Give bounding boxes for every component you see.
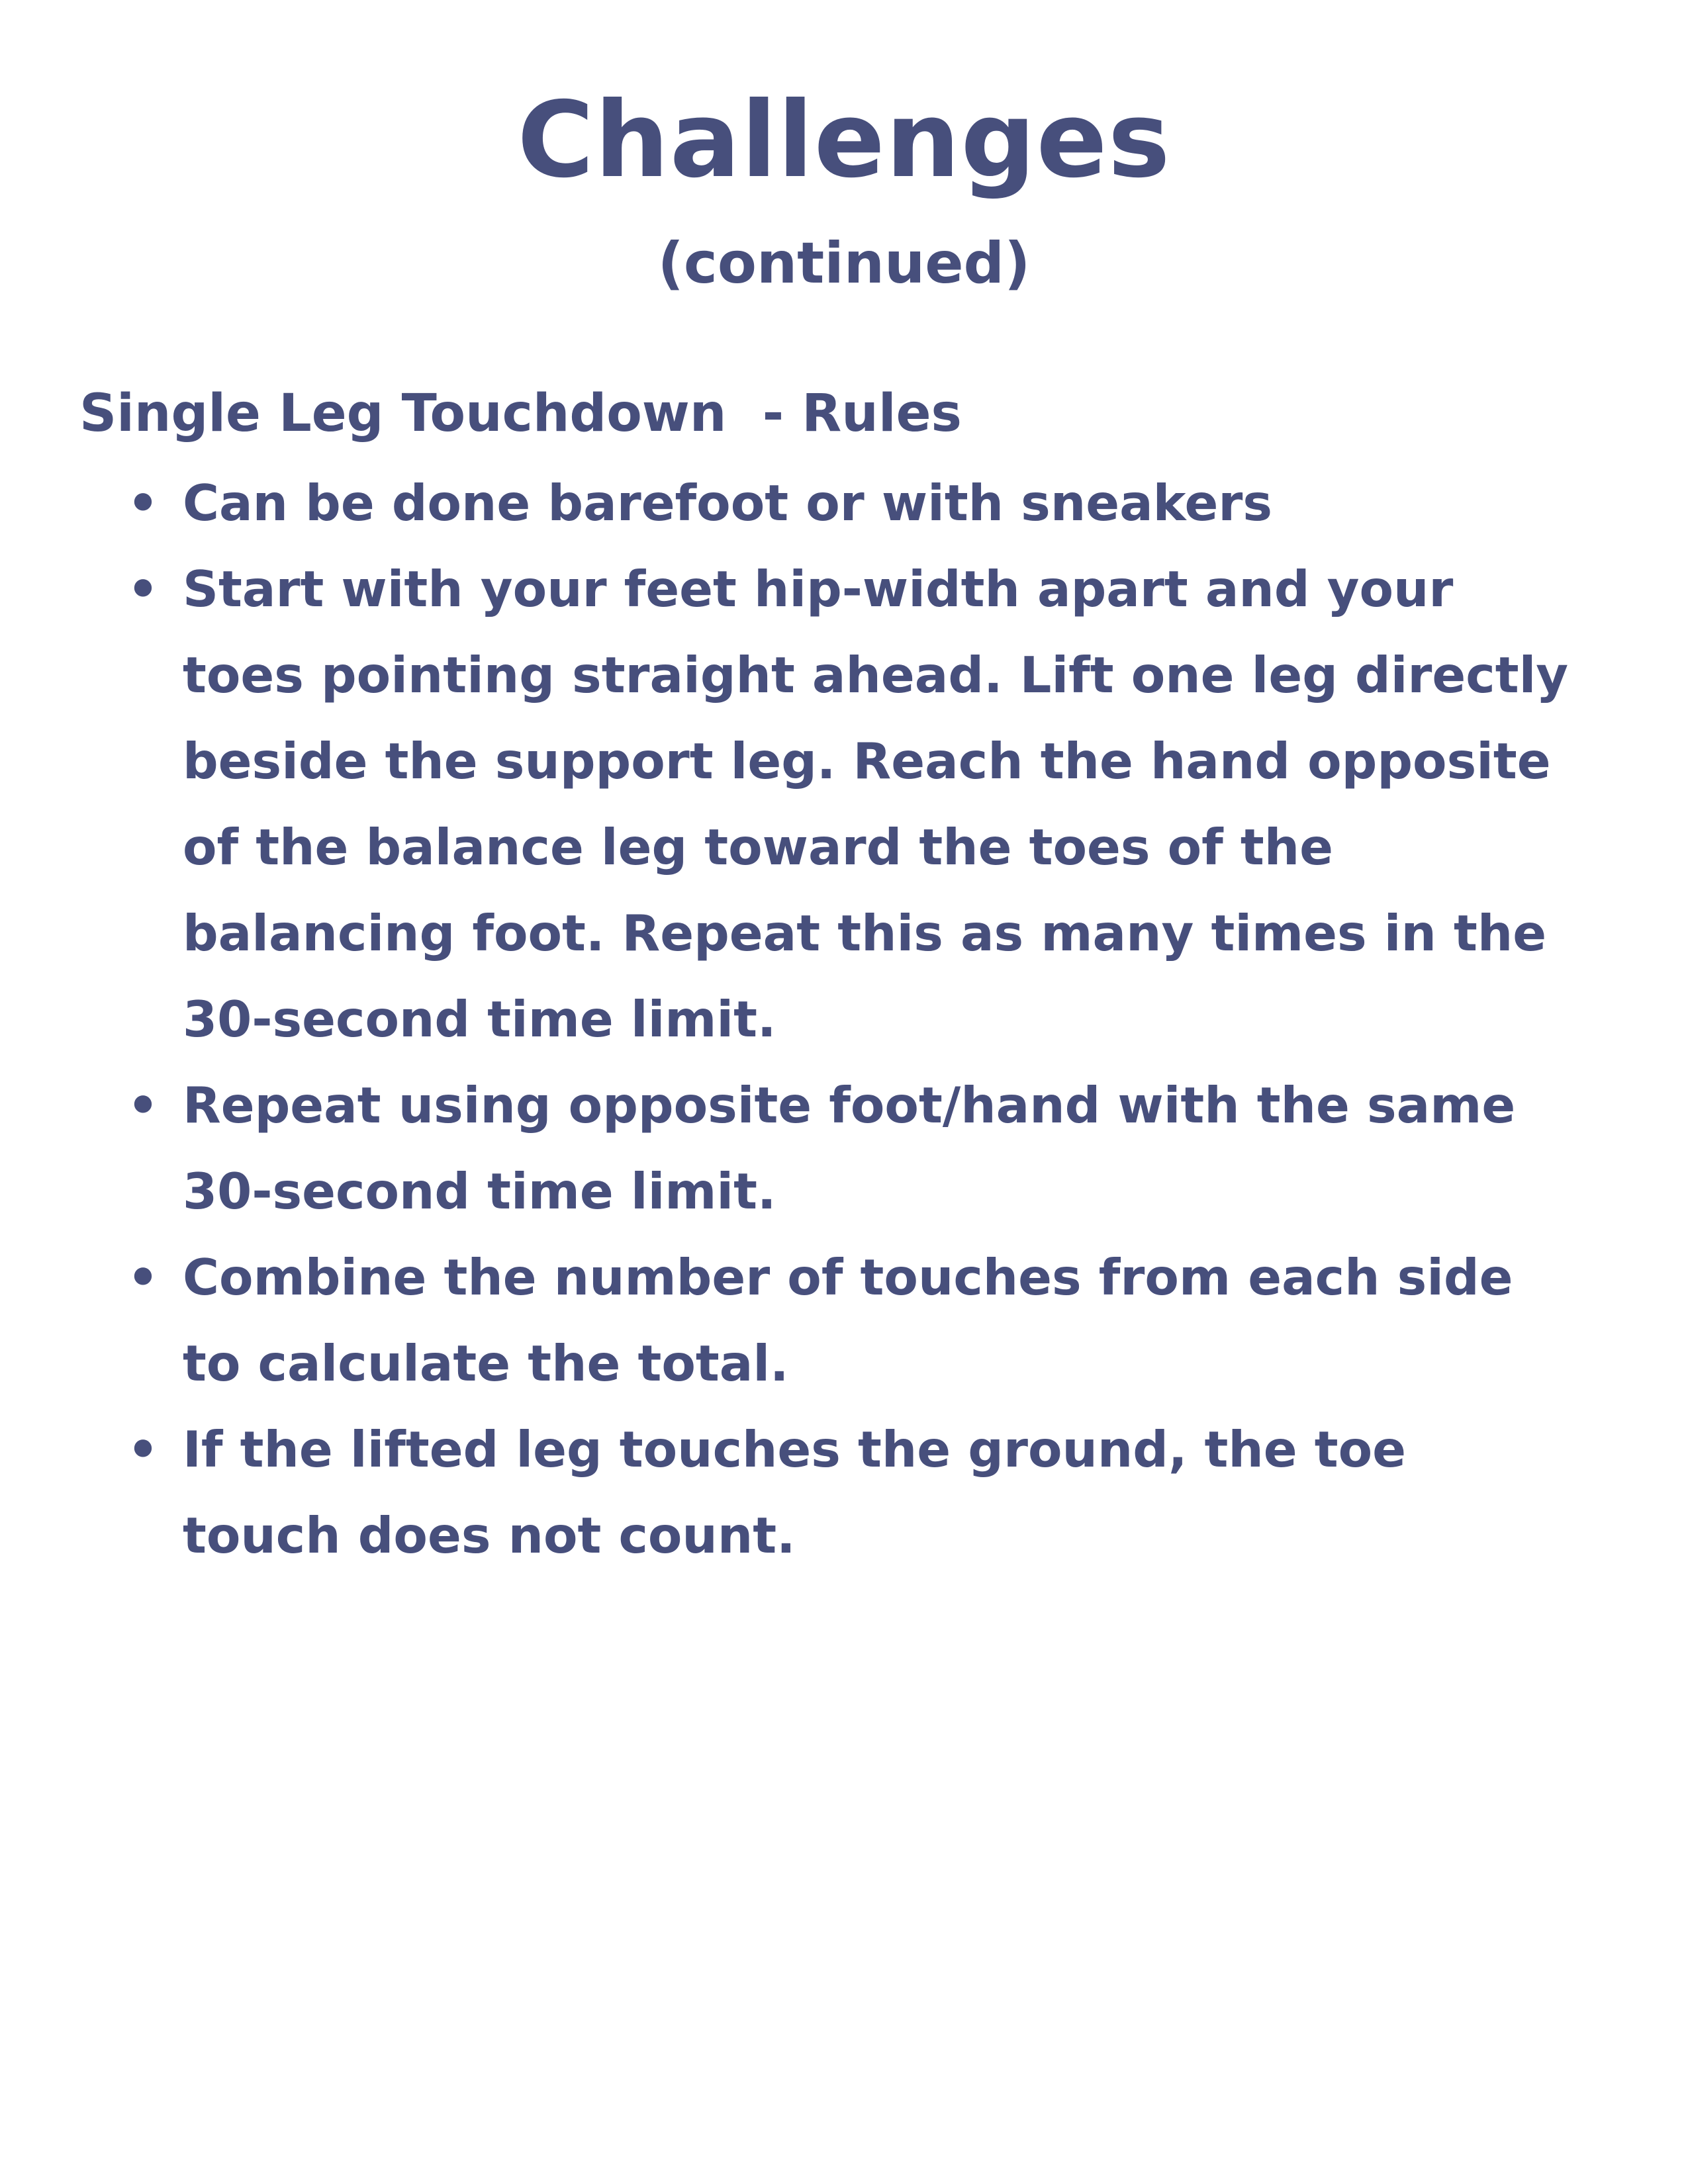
list-item [119,546,1575,1062]
page-subtitle: (continued) [657,230,1031,296]
rule-text: Combine the number of touches from each side to calculate the total. [183,1248,1513,1392]
list-item [119,1406,1575,1578]
rule-text: Start with your feet hip-width apart and your toes pointing straight ahead. Lift one leg directly beside the support leg. Reach the hand opposite of the balance leg toward the toes of the balancing foot. Repeat this as many times in the 30-second time limit. [183,560,1569,1048]
rule-text: Can be done barefoot or with sneakers [183,474,1273,532]
bullet-icon: • [127,1248,159,1306]
rule-text: Repeat using opposite foot/hand with the same 30-second time limit. [183,1076,1516,1220]
list-item [119,1062,1575,1234]
rule-text: If the lifted leg touches the ground, the toe touch does not count. [183,1420,1407,1565]
bullet-icon: • [127,560,159,618]
list-item [119,1234,1575,1406]
rules-list [119,460,1575,1578]
list-item [119,460,1575,546]
bullet-icon: • [127,1420,159,1479]
page-title: Challenges [517,79,1171,201]
bullet-icon: • [127,1076,159,1134]
section-heading: Single Leg Touchdown - Rules [79,384,962,443]
bullet-icon: • [127,474,159,532]
